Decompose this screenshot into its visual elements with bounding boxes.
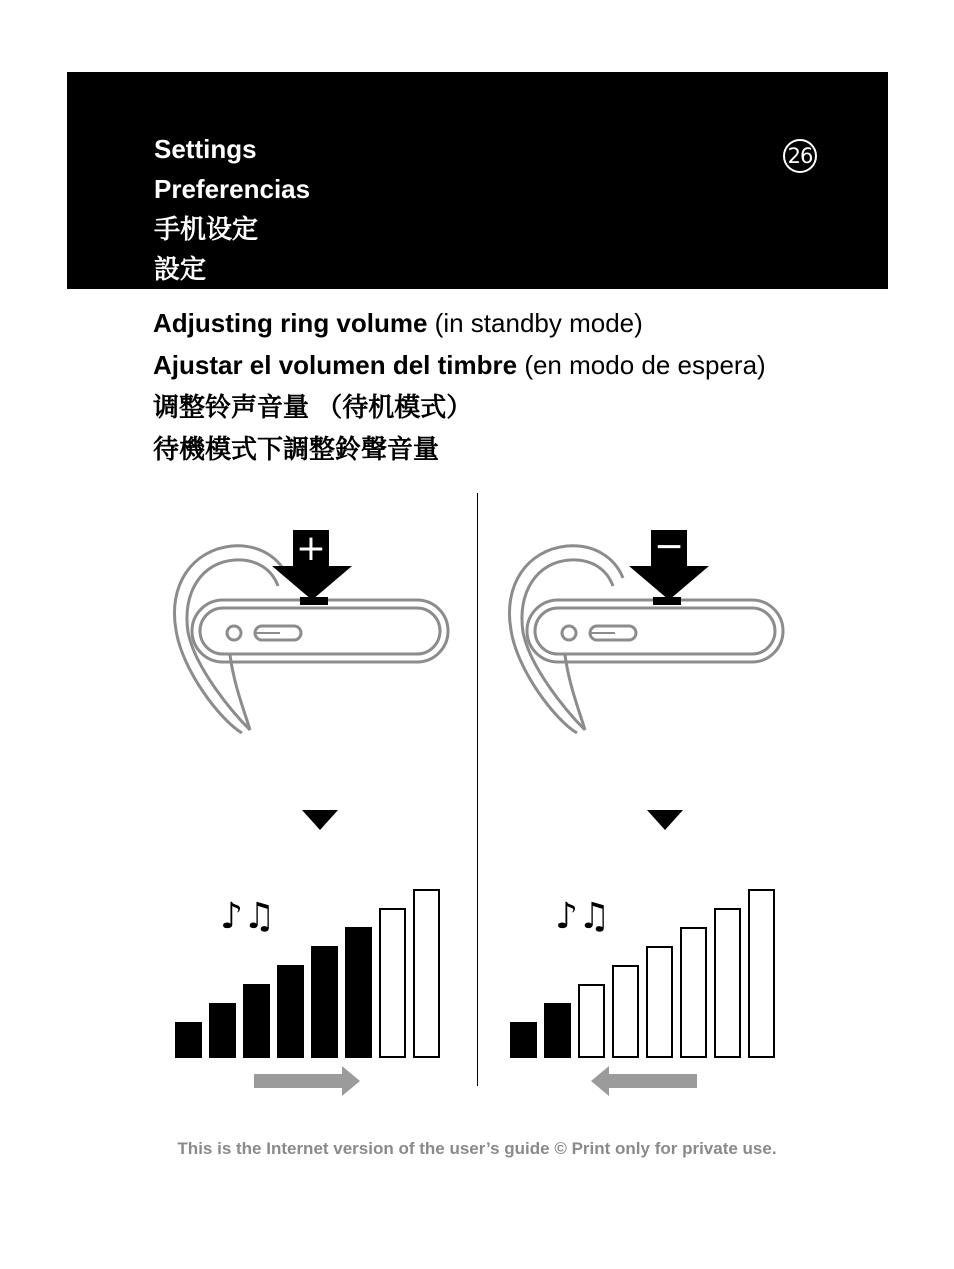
increase-arrow-icon — [254, 1066, 360, 1096]
volume-bar-filled — [210, 1004, 235, 1057]
subtitle-english-bold: Adjusting ring volume — [153, 308, 428, 338]
title-chinese-simplified: 手机设定 — [154, 214, 259, 244]
subtitle-spanish-note: (en modo de espera) — [517, 350, 766, 380]
plus-symbol: + — [295, 528, 327, 569]
volume-down-panel — [495, 500, 795, 1100]
svg-text:♪♫: ♪♫ — [555, 896, 611, 937]
title-spanish: Preferencias — [154, 174, 311, 204]
subtitle-english — [153, 302, 766, 344]
subtitle-chinese-traditional-bold: 待機模式下調整鈴聲音量 — [153, 434, 440, 464]
result-arrow-icon — [302, 810, 338, 830]
volume-bars — [176, 890, 439, 1057]
volume-bar-filled — [312, 947, 337, 1057]
volume-up-illustration — [160, 500, 460, 1100]
subtitle-chinese-traditional — [153, 428, 766, 470]
music-notes-icon — [555, 896, 610, 937]
page-number: 26 — [783, 139, 817, 173]
press-arrow-icon — [272, 528, 352, 600]
volume-bars — [511, 890, 774, 1057]
volume-bar-empty — [681, 928, 706, 1057]
volume-bar-filled — [176, 1023, 201, 1057]
press-arrow-icon — [629, 526, 709, 600]
volume-bar-filled — [511, 1023, 536, 1057]
footer-note: This is the Internet version of the user’s guide © Print only for private use. — [177, 1139, 777, 1158]
volume-bar-empty — [579, 985, 604, 1057]
volume-bar-empty — [715, 909, 740, 1057]
volume-bar-filled — [346, 928, 371, 1057]
minus-symbol: − — [653, 526, 685, 567]
result-arrow-icon — [647, 810, 683, 830]
volume-bar-filled — [244, 985, 269, 1057]
subtitle-spanish-bold: Ajustar el volumen del timbre — [153, 350, 518, 380]
svg-text:♪♫: ♪♫ — [220, 896, 276, 937]
volume-bar-filled — [278, 966, 303, 1057]
volume-down-illustration — [495, 500, 795, 1100]
decrease-arrow-icon — [591, 1066, 697, 1096]
section-subtitles — [153, 302, 766, 470]
subtitle-chinese-simplified-bold: 调整铃声音量 （待机模式） — [153, 392, 473, 422]
title-chinese-traditional: 設定 — [154, 254, 207, 284]
subtitle-chinese-simplified — [153, 386, 766, 428]
section-header — [67, 72, 888, 289]
volume-bar-empty — [647, 947, 672, 1057]
volume-bar-filled — [545, 1004, 570, 1057]
volume-up-panel — [160, 500, 460, 1100]
panel-divider — [477, 493, 478, 1086]
subtitle-english-note: (in standby mode) — [427, 308, 643, 338]
volume-bar-empty — [380, 909, 405, 1057]
volume-bar-empty — [414, 890, 439, 1057]
title-english: Settings — [154, 134, 257, 164]
header-titles — [154, 129, 310, 289]
subtitle-spanish — [153, 344, 766, 386]
volume-bar-empty — [749, 890, 774, 1057]
music-notes-icon — [220, 896, 275, 937]
volume-bar-empty — [613, 966, 638, 1057]
